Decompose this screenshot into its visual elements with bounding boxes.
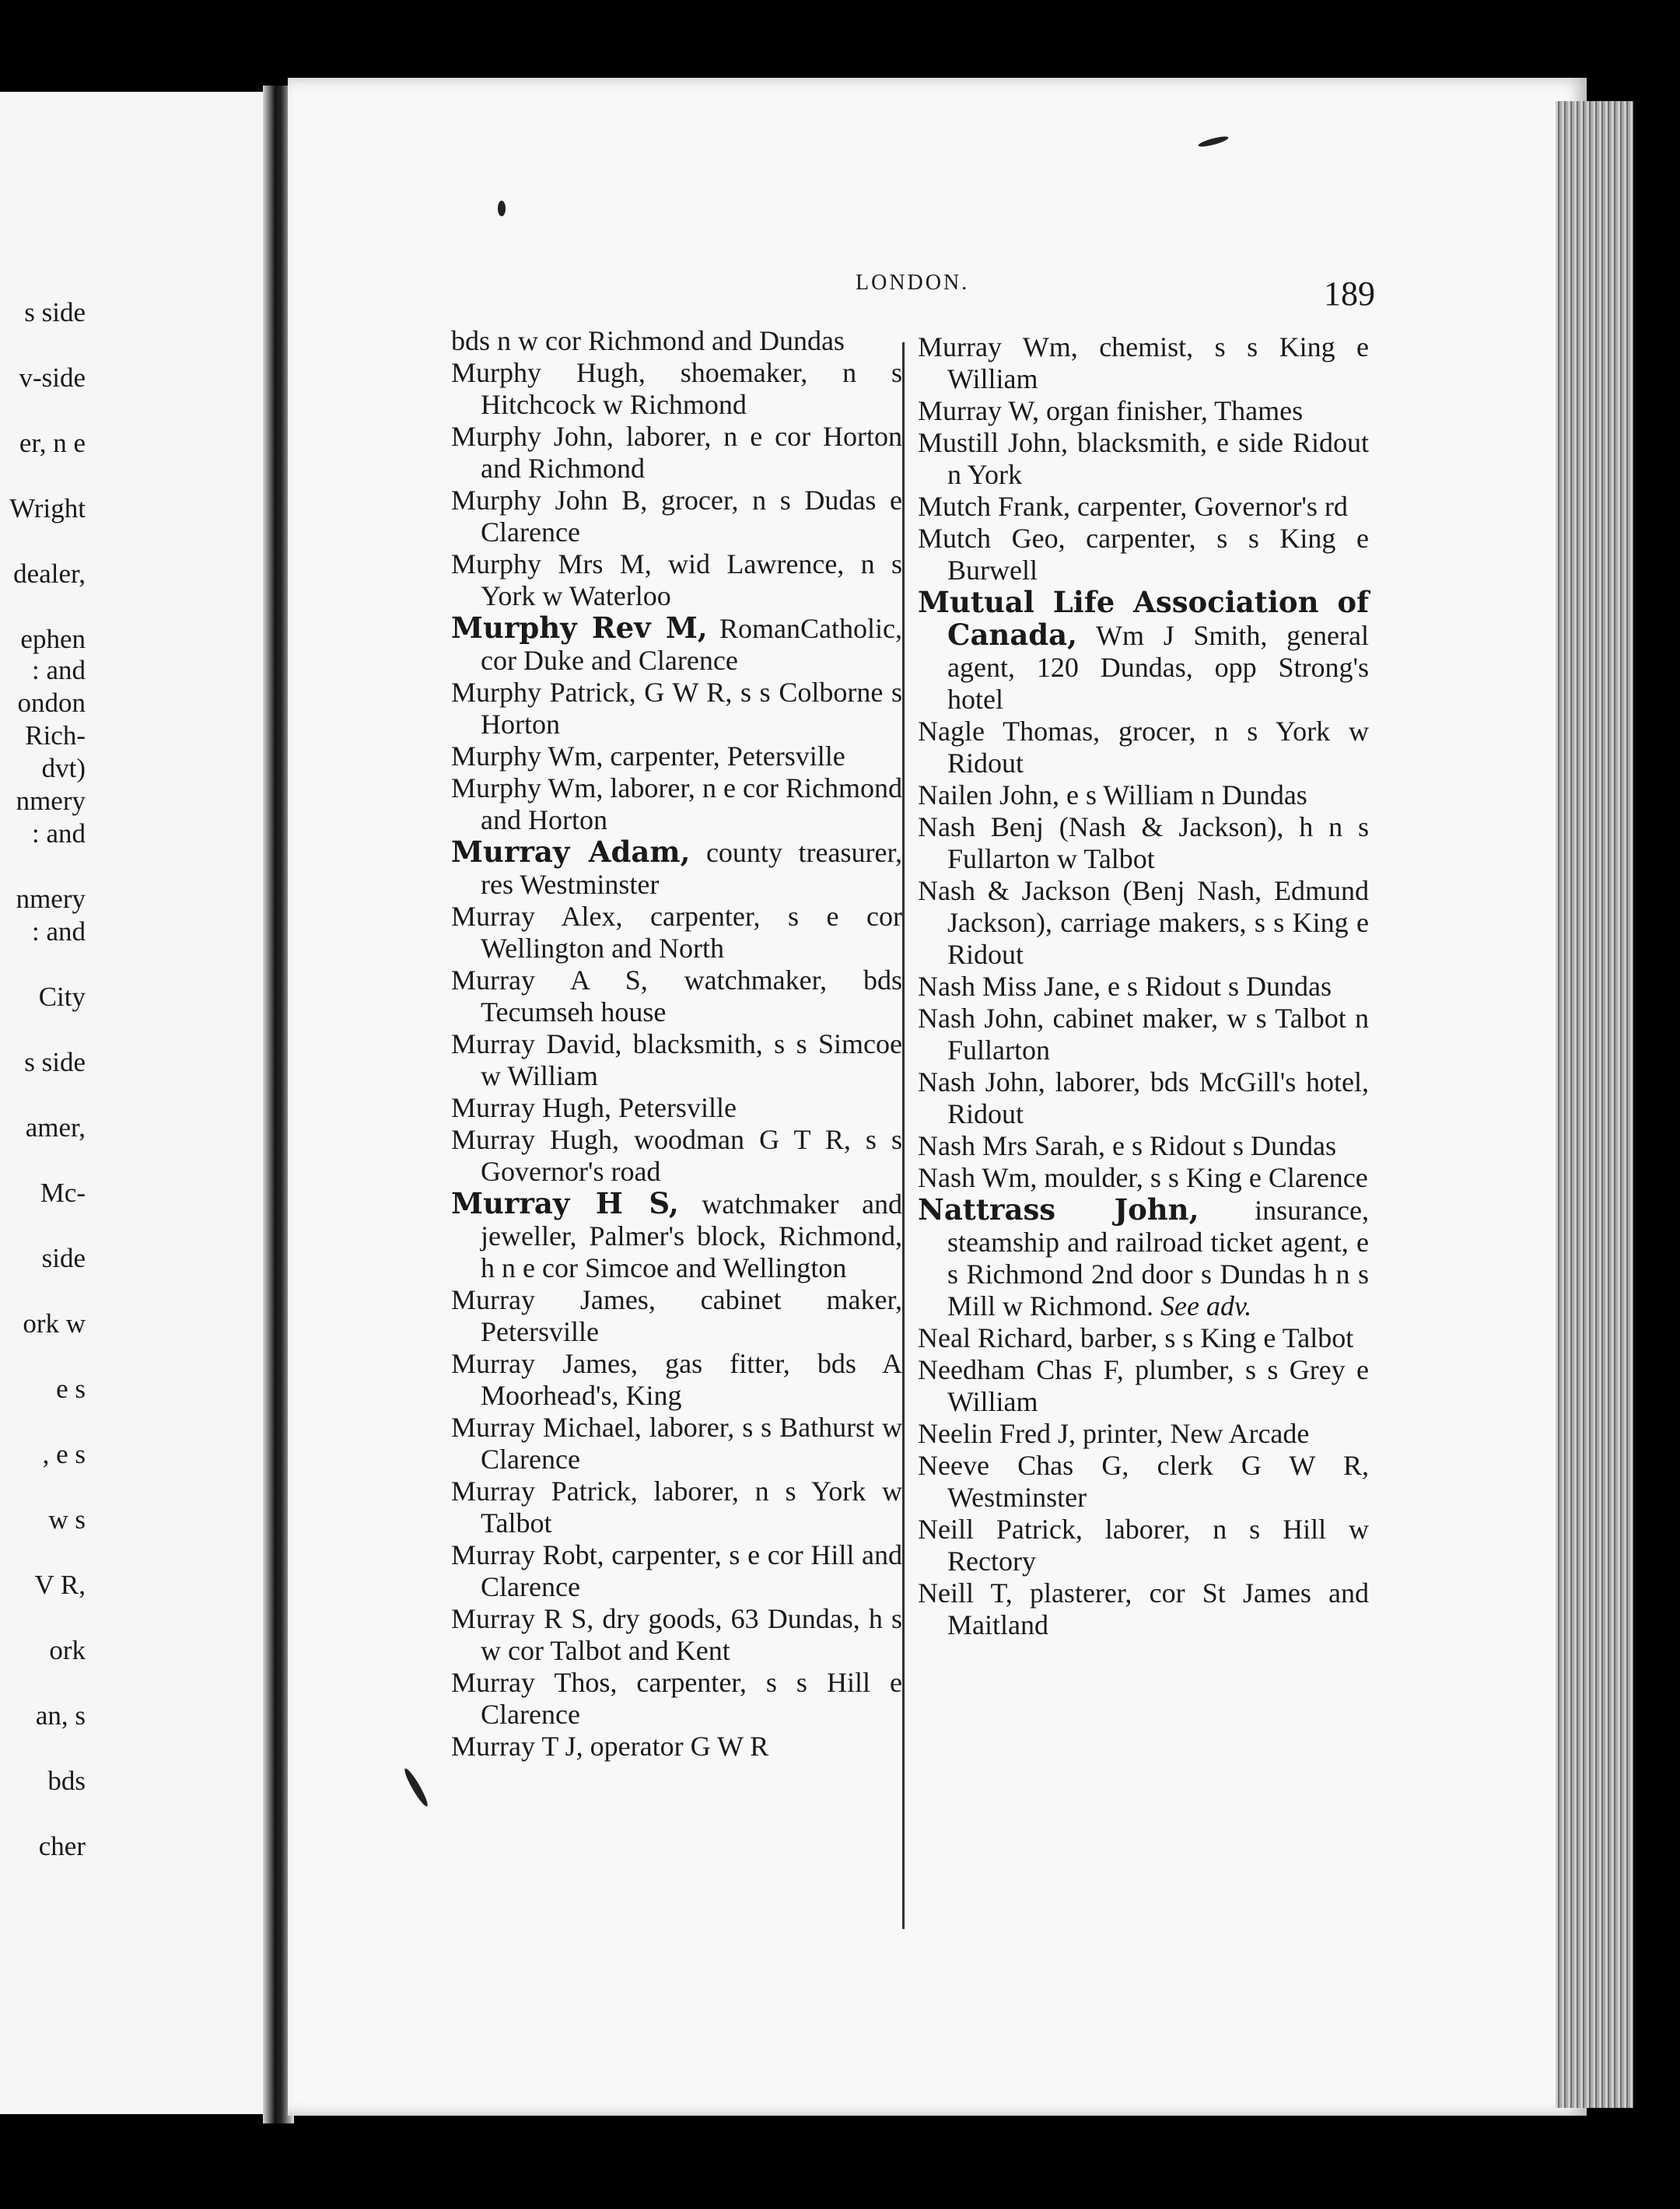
- entry-text: Murphy John, laborer, n e cor Horton and Richmond: [451, 421, 902, 484]
- entry-text: Neill T, plasterer, cor St James and Maitland: [918, 1577, 1369, 1640]
- entry-name-bold: Murphy Rev M,: [451, 611, 708, 645]
- left-page-fragment: er, n e: [19, 428, 86, 458]
- directory-entry: [451, 612, 902, 677]
- directory-entry: [918, 1418, 1369, 1450]
- entry-text: Needham Chas F, plumber, s s Grey e William: [918, 1354, 1369, 1417]
- entry-text: Murray A S, watchmaker, bds Tecumseh house: [451, 964, 902, 1027]
- entry-text: insurance, steamship and railroad ticket agent, e s Richmond 2nd door s Dundas h n s Mill w Richmond.: [947, 1195, 1370, 1322]
- directory-column-left: [451, 325, 902, 1763]
- entry-text: Nagle Thomas, grocer, n s York w Ridout: [918, 716, 1369, 779]
- left-page-fragment: Wright: [9, 493, 86, 523]
- left-page-fragment: City: [38, 982, 86, 1012]
- directory-entry: [918, 1354, 1369, 1418]
- directory-entry: [918, 395, 1369, 427]
- left-page-fragment: dvt): [41, 753, 86, 783]
- entry-text: Nash & Jackson (Benj Nash, Edmund Jackson), carriage makers, s s King e Ridout: [918, 875, 1369, 970]
- directory-entry: [451, 772, 902, 836]
- directory-entry: [451, 901, 902, 964]
- entry-text: Neill Patrick, laborer, n s Hill w Rectory: [918, 1514, 1369, 1577]
- entry-text: Murray James, cabinet maker, Petersville: [451, 1284, 902, 1347]
- entry-text: Murray Wm, chemist, s s King e William: [918, 331, 1369, 394]
- directory-entry: [918, 1162, 1369, 1194]
- left-page-fragment: Mc-: [40, 1178, 86, 1208]
- left-page-fragment: : and: [31, 916, 86, 947]
- entry-text: county treasurer, res Westminster: [481, 837, 902, 900]
- directory-entry: [451, 740, 902, 772]
- left-page-fragment: : and: [31, 818, 86, 849]
- directory-entry: [451, 1284, 902, 1348]
- left-page-fragment: bds: [47, 1766, 86, 1796]
- directory-entry: [451, 485, 902, 548]
- entry-name-bold: Murray Adam,: [451, 835, 691, 869]
- entry-text: Mutch Frank, carpenter, Governor's rd: [918, 491, 1348, 522]
- directory-entry: [918, 1130, 1369, 1162]
- entry-text: Murray T J, operator G W R: [451, 1731, 769, 1762]
- directory-entry: [918, 1577, 1369, 1641]
- left-page-fragment: ondon: [17, 688, 86, 718]
- directory-entry: [918, 523, 1369, 586]
- left-page-fragment: Rich-: [25, 720, 86, 751]
- directory-entry: [451, 1539, 902, 1603]
- entry-text: Murray Michael, laborer, s s Bathurst w Clarence: [451, 1412, 902, 1475]
- entry-text: Nash Mrs Sarah, e s Ridout s Dundas: [918, 1130, 1336, 1161]
- entry-text: Murphy Wm, carpenter, Petersville: [451, 740, 845, 772]
- entry-text: Nash Benj (Nash & Jackson), h n s Fullarton w Talbot: [918, 811, 1369, 874]
- left-page-fragment: ork w: [23, 1308, 86, 1339]
- entry-text: Nash John, cabinet maker, w s Talbot n Fullarton: [918, 1003, 1369, 1066]
- directory-entry: [918, 331, 1369, 395]
- entry-text: Wm J Smith, general agent, 120 Dundas, opp Strong's hotel: [947, 620, 1369, 715]
- left-page-fragment: ephen: [20, 624, 86, 654]
- entry-text: Murphy Patrick, G W R, s s Colborne s Horton: [451, 677, 902, 740]
- left-page-fragment: e s: [56, 1374, 86, 1404]
- directory-entry: [918, 1514, 1369, 1577]
- entry-text: Murray Hugh, woodman G T R, s s Governor's road: [451, 1124, 902, 1187]
- entry-text: Murphy John B, grocer, n s Dudas e Clarence: [451, 485, 902, 548]
- directory-entry: [918, 779, 1369, 811]
- left-page-fragment: nmery: [16, 884, 86, 914]
- entry-text: Nash John, laborer, bds McGill's hotel, Ridout: [918, 1066, 1369, 1129]
- left-page-fragment: w s: [48, 1504, 86, 1535]
- left-page-fragment: nmery: [16, 786, 86, 816]
- directory-entry: [451, 1476, 902, 1539]
- directory-entry: [918, 427, 1369, 491]
- left-page-fragment: , e s: [42, 1439, 86, 1469]
- left-page: [0, 92, 263, 2114]
- directory-entry: [451, 1092, 902, 1124]
- entry-text: Mutch Geo, carpenter, s s King e Burwell: [918, 523, 1369, 586]
- left-page-fragment: dealer,: [13, 558, 86, 589]
- left-page-fragment: s side: [24, 1047, 86, 1077]
- directory-entry: [918, 1194, 1369, 1322]
- left-page-fragment: side: [41, 1243, 86, 1273]
- entry-text: Mustill John, blacksmith, e side Ridout n York: [918, 427, 1369, 490]
- running-head: LONDON.: [856, 271, 970, 295]
- directory-entry: [918, 586, 1369, 716]
- entry-name-bold: Nattrass John,: [918, 1192, 1199, 1227]
- directory-entry: [918, 491, 1369, 523]
- entry-text: Murphy Mrs M, wid Lawrence, n s York w Waterloo: [451, 548, 902, 611]
- column-divider: [902, 342, 905, 1929]
- directory-entry: [451, 1412, 902, 1476]
- entry-text: Murray W, organ finisher, Thames: [918, 395, 1304, 426]
- ink-speck: [498, 201, 506, 216]
- directory-entry: [451, 1667, 902, 1731]
- entry-text: Neelin Fred J, printer, New Arcade: [918, 1418, 1310, 1449]
- directory-entry: [451, 325, 902, 357]
- left-page-fragment: ork: [49, 1635, 86, 1665]
- left-page-fragment: v-side: [19, 362, 86, 393]
- directory-entry: [918, 811, 1369, 875]
- entry-text: Murray Hugh, Petersville: [451, 1092, 737, 1123]
- entry-text: bds n w cor Richmond and Dundas: [451, 325, 845, 356]
- directory-entry: [451, 836, 902, 901]
- entry-text: Nash Miss Jane, e s Ridout s Dundas: [918, 971, 1332, 1002]
- entry-text: Murray Alex, carpenter, s e cor Wellington and North: [451, 901, 902, 964]
- entry-text: Murray Patrick, laborer, n s York w Talbot: [451, 1476, 902, 1539]
- left-page-fragment: V R,: [34, 1570, 86, 1600]
- directory-entry: [451, 1188, 902, 1284]
- directory-entry: [918, 1003, 1369, 1066]
- entry-text: Neeve Chas G, clerk G W R, Westminster: [918, 1450, 1369, 1513]
- left-page-fragment: s side: [24, 297, 86, 327]
- entry-text: Murray Robt, carpenter, s e cor Hill and Clarence: [451, 1539, 902, 1602]
- directory-entry: [451, 964, 902, 1028]
- left-page-fragment: an, s: [35, 1700, 86, 1731]
- left-page-fragment: : and: [31, 655, 86, 685]
- entry-see-adv: See adv.: [1160, 1290, 1252, 1322]
- entry-text: Neal Richard, barber, s s King e Talbot: [918, 1322, 1354, 1353]
- directory-entry: [918, 971, 1369, 1003]
- directory-entry: [918, 716, 1369, 779]
- page-number: 189: [1324, 275, 1375, 313]
- directory-column-right: [918, 331, 1369, 1641]
- entry-text: watchmaker and jeweller, Palmer's block, Richmond, h n e cor Simcoe and Wellington: [481, 1189, 902, 1283]
- directory-entry: [451, 1603, 902, 1667]
- entry-text: Nailen John, e s William n Dundas: [918, 779, 1307, 810]
- left-page-fragment: amer,: [25, 1112, 86, 1143]
- directory-entry: [451, 1731, 902, 1763]
- directory-entry: [918, 875, 1369, 971]
- entry-text: RomanCatholic, cor Duke and Clarence: [481, 613, 903, 676]
- entry-text: Murray David, blacksmith, s s Simcoe w William: [451, 1028, 902, 1091]
- page-edges: [1556, 101, 1633, 2108]
- directory-entry: [451, 421, 902, 485]
- entry-text: Murray Thos, carpenter, s s Hill e Clarence: [451, 1667, 902, 1730]
- directory-entry: [451, 677, 902, 740]
- entry-text: Murphy Wm, laborer, n e cor Richmond and Horton: [451, 772, 902, 835]
- directory-entry: [918, 1450, 1369, 1514]
- entry-name-bold: Murray H S,: [451, 1186, 679, 1220]
- directory-entry: [918, 1322, 1369, 1354]
- left-page-fragment: cher: [38, 1831, 86, 1861]
- entry-name-bold: Mutual Life Association of Canada,: [918, 585, 1369, 652]
- entry-text: Nash Wm, moulder, s s King e Clarence: [918, 1162, 1368, 1193]
- directory-entry: [918, 1066, 1369, 1130]
- directory-entry: [451, 1028, 902, 1092]
- directory-entry: [451, 1124, 902, 1188]
- directory-entry: [451, 357, 902, 421]
- entry-text: Murphy Hugh, shoemaker, n s Hitchcock w Richmond: [451, 357, 902, 420]
- entry-text: Murray R S, dry goods, 63 Dundas, h s w cor Talbot and Kent: [451, 1603, 902, 1666]
- entry-text: Murray James, gas fitter, bds A Moorhead's, King: [451, 1348, 902, 1411]
- directory-entry: [451, 1348, 902, 1412]
- directory-entry: [451, 548, 902, 612]
